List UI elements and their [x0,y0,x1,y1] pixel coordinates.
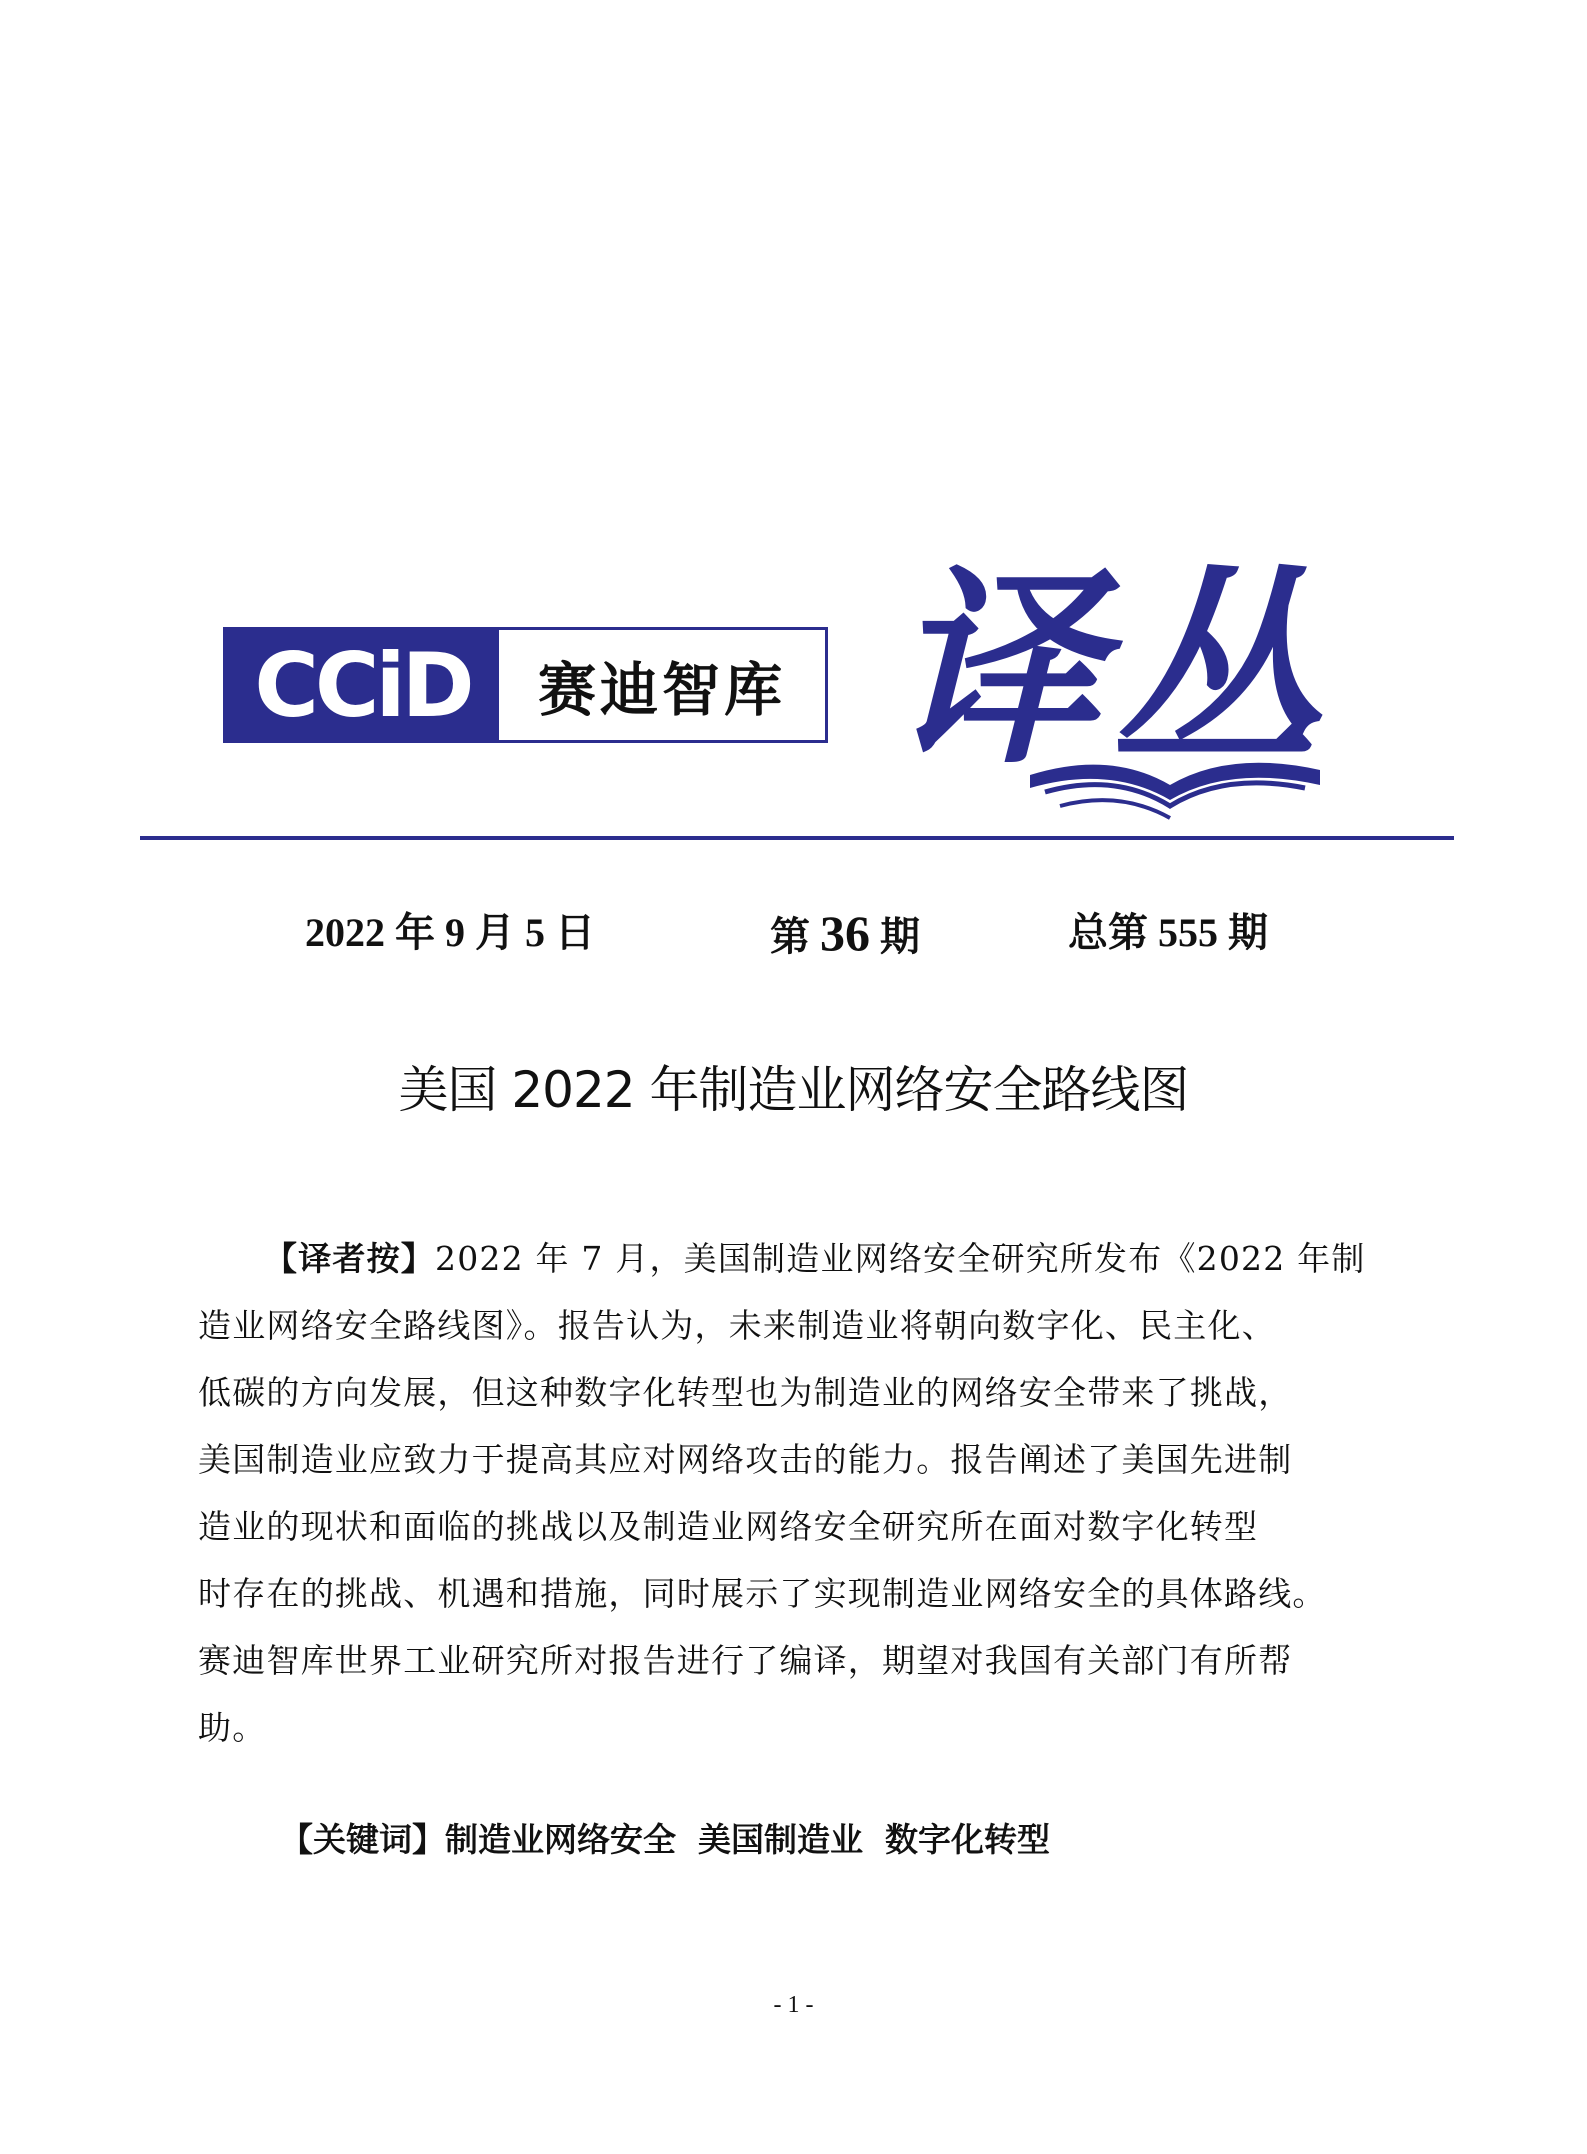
issue-date: 2022 年 9 月 5 日 [305,910,595,955]
issue-number [770,905,920,965]
ccid-logo-mark: CCiD [226,630,499,740]
issue-number-value: 36 [820,905,870,961]
page-number: - 1 - [773,1992,814,2018]
translator-note-line [198,1225,1394,1292]
document-title: 美国 2022 年制造业网络安全路线图 [398,1061,1189,1119]
translator-note-line: 时存在的挑战、机遇和措施，同时展示了实现制造业网络安全的具体路线。 [198,1574,1327,1613]
translator-note-line: 美国制造业应致力于提高其应对网络攻击的能力。报告阐述了美国先进制 [198,1440,1293,1479]
keywords-label: 【关键词】 [280,1820,445,1859]
translator-note-line: 助。 [198,1708,267,1747]
translator-note-text: 2022 年 7 月，美国制造业网络安全研究所发布《2022 年制 [435,1239,1366,1278]
ccid-logo [223,627,828,743]
masthead-title: 译丛 [890,546,1331,793]
ccid-logo-name: 赛迪智库 [537,656,786,724]
translator-note-line: 低碳的方向发展，但这种数字化转型也为制造业的网络安全带来了挑战， [198,1373,1293,1412]
translator-note-line: 造业网络安全路线图》。报告认为，未来制造业将朝向数字化、民主化、 [198,1306,1276,1345]
issue-number-suffix: 期 [880,914,920,959]
keywords [280,1815,1072,1865]
translator-note-label: 【译者按】 [264,1239,435,1278]
issue-total: 总第 555 期 [1068,910,1268,955]
translator-note [198,1225,1394,1761]
issue-number-prefix: 第 [770,914,810,959]
header-divider [140,836,1454,840]
keyword: 制造业网络安全 [445,1820,676,1859]
keyword: 美国制造业 [698,1820,863,1859]
keyword: 数字化转型 [885,1820,1050,1859]
translator-note-line: 造业的现状和面临的挑战以及制造业网络安全研究所在面对数字化转型 [198,1507,1259,1546]
translator-note-line: 赛迪智库世界工业研究所对报告进行了编译，期望对我国有关部门有所帮 [198,1641,1293,1680]
